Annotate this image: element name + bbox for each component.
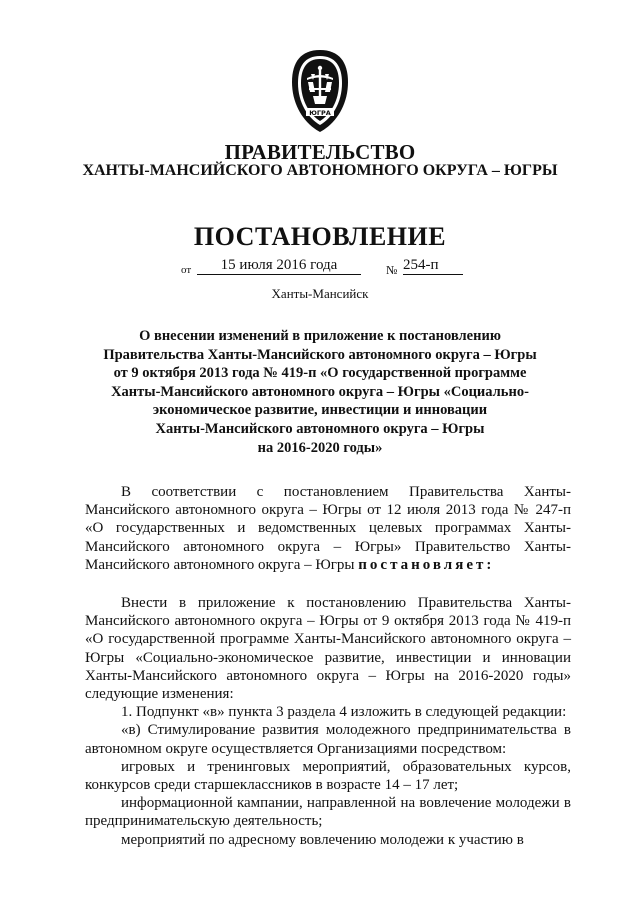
number-prefix: № <box>386 263 398 277</box>
paragraph: 1. Подпункт «в» пункта 3 раздела 4 изложить в следующей редакции: <box>121 704 567 721</box>
subject-line: экономическое развитие, инвестиции и инновации <box>152 402 488 419</box>
subject-line: О внесении изменений в приложение к постановлению <box>139 328 501 344</box>
government-heading: ПРАВИТЕЛЬСТВО <box>224 140 416 164</box>
paragraph: мероприятий по адресному вовлечению молодежи к участию в <box>121 831 524 848</box>
document-title: ПОСТАНОВЛЕНИЕ <box>193 222 447 251</box>
document-date: 15 июля 2016 года <box>197 257 361 275</box>
emblem-label: ЮГРА <box>309 109 331 117</box>
issue-city: Ханты-Мансийск <box>271 286 369 301</box>
subject-line: Правительства Ханты-Мансийского автономного округа – Югры <box>103 346 537 363</box>
date-prefix: от <box>181 264 192 276</box>
document-subject <box>90 327 550 457</box>
document-body <box>85 483 571 849</box>
subject-line: Ханты-Мансийского автономного округа – Югры <box>155 420 485 437</box>
coat-of-arms-emblem <box>289 48 351 134</box>
preamble-text: В соответствии с постановлением Правительства Ханты-Мансийского автономного округа – Югры от 12 июля 2013 года № 247-п «О государственных и ведомственных целевых программах Ханты-Мансийского автономного округа – Югры» Правительство Ханты-Мансийского автономного округа – Югры <box>85 484 571 573</box>
preamble-paragraph <box>85 483 571 574</box>
paragraph: информационной кампании, направленной на вовлечение молодежи в предпринимательскую деятельность; <box>85 795 571 830</box>
paragraph: «в) Стимулирование развития молодежного предпринимательства в автономном округе осуществляется Организациями посредством: <box>85 722 571 757</box>
subject-line: от 9 октября 2013 года № 419-п «О государственной программе <box>113 365 527 382</box>
subject-line: Ханты-Мансийского автономного округа – Югры «Социально- <box>111 383 529 400</box>
paragraph: игровых и тренинговых мероприятий, образовательных курсов, конкурсов среди старшеклассников в возрасте 14 – 17 лет; <box>85 758 571 794</box>
paragraph: Внести в приложение к постановлению Правительства Ханты-Мансийского автономного округа – Югры от 9 октября 2013 года № 419-п «О государственной программе Ханты-Мансийского автономного округа – Югры «Социально-экономическое развитие, инвестиции и инновации Ханты-Мансийского автономного округа – Югры на 2016-2020 годы» следующие изменения: <box>85 595 571 703</box>
region-heading: ХАНТЫ-МАНСИЙСКОГО АВТОНОМНОГО ОКРУГА – ЮГРЫ <box>82 162 558 179</box>
document-number: 254-п <box>403 257 463 275</box>
subject-line: на 2016-2020 годы» <box>257 439 383 456</box>
resolves-word: постановляет: <box>358 556 495 573</box>
